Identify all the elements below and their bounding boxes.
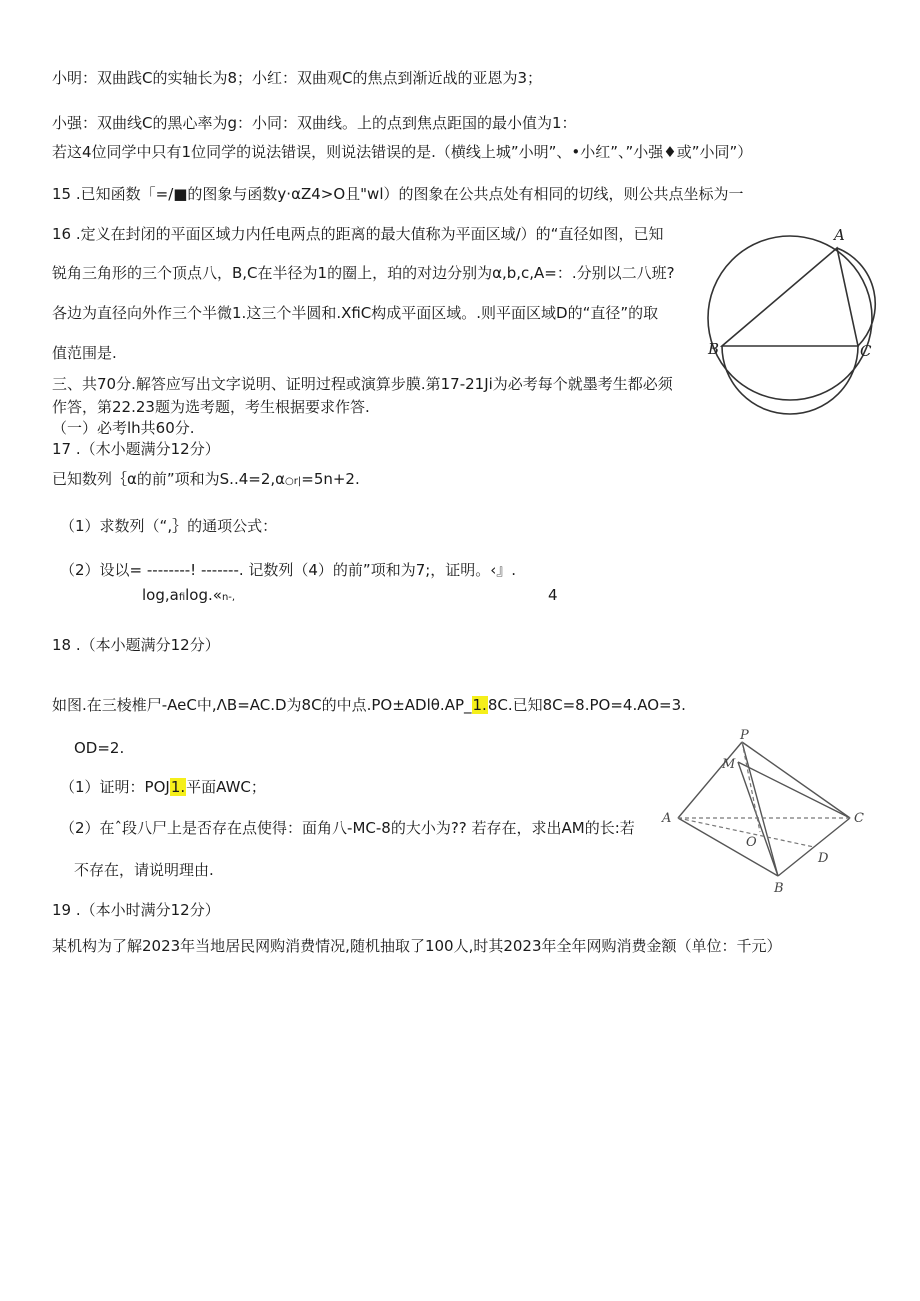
triangle-abc	[722, 248, 858, 346]
q18-stem-text-end: 8C.已知8C=8.PO=4.AO=3.	[487, 696, 686, 714]
question-15: 15 .已知函数「=/■的图象与函数y·αZ4>O且"wl）的图象在公共点处有相同的切线，则公共点坐标为一	[52, 185, 744, 203]
question-19-stem: 某机构为了解2023年当地居民网购消费情况,随机抽取了100人,时其2023年全年网购消费金额（单位：千元）	[52, 937, 782, 955]
question-17-denominator	[142, 585, 235, 608]
figure-triangle-circle	[700, 200, 920, 420]
fig2-label-b: B	[774, 881, 784, 896]
q18-part1-text: （1）证明：POJ	[60, 778, 170, 796]
q17-log-term1: log,a	[142, 586, 179, 604]
question-17-part2: （2）设以= --------! -------. 记数列（4）的前”项和为7;，证明。‹』.	[60, 561, 517, 579]
section-3-intro-line2: 作答，第22.23题为选考题，考生根据要求作答.	[52, 398, 370, 416]
fig2-label-c: C	[854, 811, 864, 826]
question-18-stem-cont: OD=2.	[74, 739, 125, 757]
semicircle-bc	[722, 346, 858, 414]
question-18-part1	[60, 777, 266, 797]
fig2-label-d: D	[818, 851, 829, 866]
fig1-label-a: A	[834, 226, 845, 244]
question-19-header: 19 .（本小时满分12分）	[52, 901, 220, 919]
q18-part1-text-end: 平面AWC；	[186, 778, 266, 796]
statement-xiaoming-xiaohong: 小明：双曲践C的实轴长为8；小红：双曲观C的焦点到渐近战的亚恩为3；	[52, 69, 543, 87]
edge-ab	[678, 818, 778, 876]
question-18-header: 18 .（本小题满分12分）	[52, 636, 220, 654]
question-14-prompt: 若这4位同学中只有1位同学的说法错误，则说法错误的是.（横线上城”小明”、•小红”、”小强♦或”小同”）	[52, 143, 753, 161]
fig1-label-b: B	[708, 340, 720, 358]
edge-pa	[678, 742, 742, 818]
edge-pc	[742, 742, 850, 818]
fig2-label-o: O	[746, 835, 757, 850]
question-16-line2: 锐角三角形的三个顶点八，B,C在半径为1的圈上，珀的对边分别为α,b,c,A=：.分别以二八班?	[52, 264, 675, 282]
q17-log-sub1: fi	[178, 592, 186, 603]
edge-bc	[778, 818, 850, 876]
question-17-stem	[52, 469, 360, 492]
section-3-intro-line1: 三、共70分.解答应写出文字说明、证明过程或演算步膜.第17-21Ji为必考每个就墨考生都必须	[52, 375, 673, 393]
question-16-line3: 各边为直径向外作三个半微1.这三个半圆和.XfiC构成平面区域。.则平面区域D的“直径”的取	[52, 304, 659, 322]
question-18-part2-cont: 不存在，请说明理由.	[74, 861, 214, 879]
question-17-part1: （1）求数列（“,｝的通项公式：	[60, 517, 278, 535]
fig1-label-c: C	[860, 342, 872, 360]
circumcircle	[708, 236, 872, 400]
q18-part1-highlight: 1.	[170, 778, 186, 796]
q17-stem-text: 已知数列｛α的前”项和为S..4=2,α	[52, 470, 286, 488]
figure-pyramid	[660, 728, 880, 898]
q17-stem-text-end: =5n+2.	[301, 470, 360, 488]
statement-xiaoqiang-xiaotong: 小强：双曲线C的黑心率为g：小同：双曲线。上的点到焦点距国的最小值为1：	[52, 114, 577, 132]
q17-log-term2: log.«	[185, 586, 222, 604]
question-18-part2: （2）在ˆ段八尸上是否存在点使得：面角八-MC-8的大小为?? 若存在，求出AM的长:若	[60, 819, 635, 837]
question-16-line1: 16 .定义在封闭的平面区域力内任电两点的距离的最大值称为平面区域/）的“直径如图，已知	[52, 225, 664, 243]
fig2-label-m: M	[722, 757, 736, 772]
q18-stem-text: 如图.在三棱椎尸-AeC中,ΛB=AC.D为8C的中点.PO±ADlθ.AP_	[52, 696, 472, 714]
q17-log-sub2: n-,	[221, 592, 236, 603]
section-required-header: （一）必考lh共60分.	[52, 419, 195, 437]
fig2-label-p: P	[740, 728, 749, 743]
edge-pb	[742, 742, 778, 876]
question-16-line4: 值范围是.	[52, 344, 117, 362]
q18-highlight: 1.	[472, 696, 487, 714]
question-18-stem	[52, 695, 686, 715]
question-17-fraction-denominator: 4	[548, 586, 558, 604]
q17-stem-subscript: ○r|	[285, 476, 302, 487]
question-17-header: 17 .（木小题满分12分）	[52, 440, 220, 458]
fig2-label-a: A	[662, 811, 672, 826]
